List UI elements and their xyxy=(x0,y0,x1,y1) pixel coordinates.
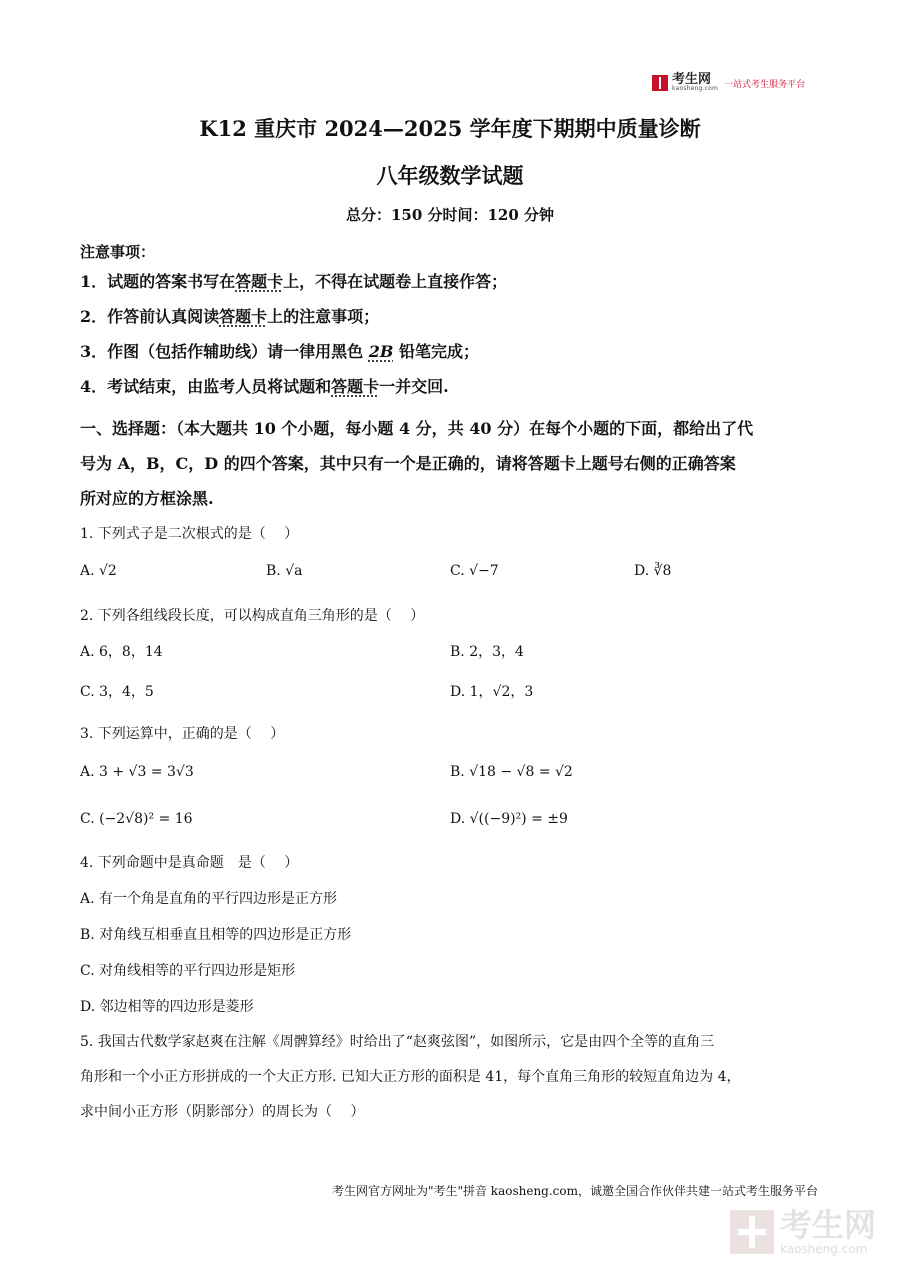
notice-item-2-emphasis: 答题卡 xyxy=(219,307,268,326)
notice-item-4-post: 一并交回. xyxy=(379,377,449,396)
question-1-option-a: A. √2 xyxy=(80,563,117,579)
question-3-option-c: C. (−2√8)² = 16 xyxy=(80,811,193,827)
notice-heading: 注意事项： xyxy=(80,243,156,261)
question-2-option-c: C. 3，4，5 xyxy=(80,684,154,700)
notice-item-2-pre: 2．作答前认真阅读 xyxy=(80,307,220,326)
question-5-line-3: 求中间小正方形（阴影部分）的周长为（ ） xyxy=(80,1104,365,1120)
question-4-option-b: B. 对角线互相垂直且相等的四边形是正方形 xyxy=(80,927,352,943)
watermark-logo-icon xyxy=(730,1210,774,1254)
question-1-option-b: B. √a xyxy=(266,563,303,579)
question-2-stem: 2. 下列各组线段长度，可以构成直角三角形的是（ ） xyxy=(80,608,425,624)
question-4-option-a: A. 有一个角是直角的平行四边形是正方形 xyxy=(80,891,338,907)
notice-item-4 xyxy=(80,374,840,397)
exam-meta: 总分：150 分时间：120 分钟 xyxy=(345,206,555,224)
question-1-stem: 1. 下列式子是二次根式的是（ ） xyxy=(80,526,299,542)
question-1-option-d: D. ∛8 xyxy=(634,563,672,579)
question-2-option-a: A. 6，8，14 xyxy=(80,644,163,660)
question-4-option-d: D. 邻边相等的四边形是菱形 xyxy=(80,999,254,1015)
question-1-option-c: C. √−7 xyxy=(450,563,499,579)
brand-logo xyxy=(652,74,805,92)
question-3-stem: 3. 下列运算中，正确的是（ ） xyxy=(80,726,285,742)
watermark-brand: 考生网 xyxy=(779,1206,876,1244)
notice-item-2 xyxy=(80,304,840,327)
section-1-line-1: 一、选择题：（本大题共 10 个小题，每小题 4 分，共 40 分）在每个小题的下面，都给出了代 xyxy=(80,419,754,438)
question-2-option-b: B. 2，3，4 xyxy=(450,644,524,660)
question-3-option-b: B. √18 − √8 = √2 xyxy=(450,764,573,780)
watermark-domain: kaosheng.com xyxy=(779,1242,868,1256)
page-footer: 考生网官方网址为"考生"拼音 kaosheng.com，诚邀全国合作伙伴共建一站式考生服务平台 xyxy=(331,1184,818,1198)
kaosheng-logo-icon xyxy=(652,75,668,91)
notice-item-1 xyxy=(80,269,840,292)
notice-item-3-emphasis: 2B xyxy=(368,342,394,361)
watermark xyxy=(730,1208,876,1256)
brand-domain: kaosheng.com xyxy=(672,85,719,92)
question-5-line-1: 5. 我国古代数学家赵爽在注解《周髀算经》时给出了“赵爽弦图”，如图所示，它是由四个全等的直角三 xyxy=(80,1034,715,1050)
question-5-line-2: 角形和一个小正方形拼成的一个大正方形. 已知大正方形的面积是 41，每个直角三角形的较短直角边为 4， xyxy=(80,1069,741,1085)
brand-name: 考生网 xyxy=(672,72,712,87)
question-4-option-c: C. 对角线相等的平行四边形是矩形 xyxy=(80,963,296,979)
question-3-option-d: D. √((−9)²) = ±9 xyxy=(450,811,568,827)
notice-item-1-pre: 1．试题的答案书写在 xyxy=(80,272,236,291)
question-3-option-a: A. 3 + √3 = 3√3 xyxy=(80,764,194,780)
question-4-stem: 4. 下列命题中是真命题 是（ ） xyxy=(80,855,299,871)
section-1-line-3: 所对应的方框涂黑. xyxy=(80,489,214,508)
question-2-option-d: D. 1，√2，3 xyxy=(450,684,534,700)
notice-item-4-emphasis: 答题卡 xyxy=(331,377,380,396)
notice-item-1-emphasis: 答题卡 xyxy=(235,272,284,291)
exam-subtitle: 八年级数学试题 xyxy=(376,163,524,188)
watermark-text xyxy=(780,1208,876,1256)
notice-item-3-pre: 3．作图（包括作辅助线）请一律用黑色 xyxy=(80,342,369,361)
brand-slogan: 一站式考生服务平台 xyxy=(724,79,806,90)
notice-item-4-pre: 4．考试结束，由监考人员将试题和 xyxy=(80,377,332,396)
notice-item-3 xyxy=(80,339,840,362)
brand-text xyxy=(672,74,718,92)
notice-item-3-post: 铅笔完成； xyxy=(393,342,479,361)
notice-item-2-post: 上的注意事项； xyxy=(267,307,380,326)
exam-title: K12 重庆市 2024—2025 学年度下期期中质量诊断 xyxy=(199,116,701,141)
notice-item-1-post: 上，不得在试题卷上直接作答； xyxy=(283,272,508,291)
section-1-line-2: 号为 A，B，C，D 的四个答案，其中只有一个是正确的，请将答题卡上题号右侧的正确答案 xyxy=(80,454,736,473)
